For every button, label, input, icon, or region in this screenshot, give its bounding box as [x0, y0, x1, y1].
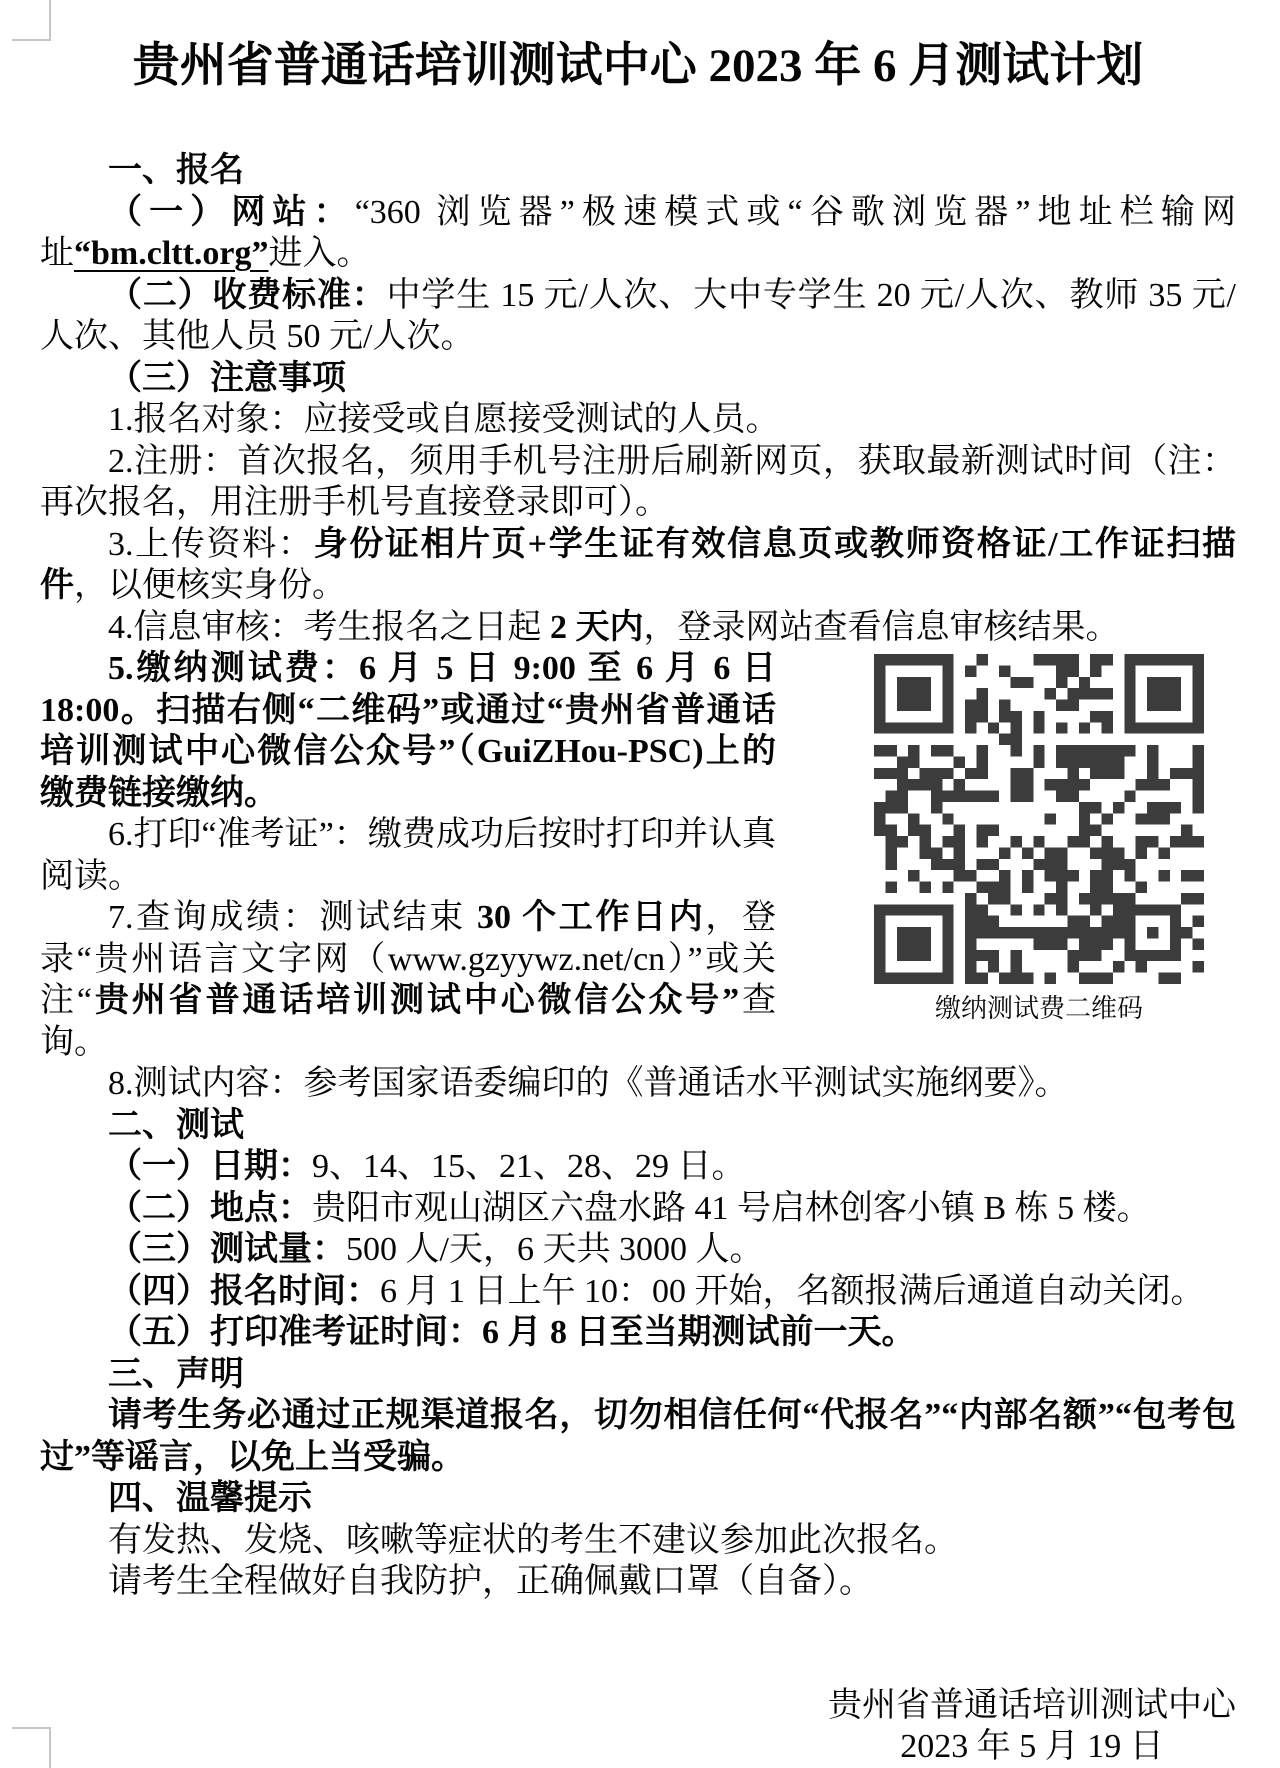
- paragraph-heading-statement: [40, 1354, 1236, 1396]
- text-run: 9、14、15、21、28、29 日。: [312, 1148, 746, 1185]
- text-run: 2.注册：首次报名，须用手机号注册后刷新网页，获取最新测试时间（注：再次报名，用注册手机号直接登录即可）。: [40, 442, 1236, 521]
- qr-code: [874, 654, 1204, 1026]
- paragraph-statement-body: [40, 1395, 1236, 1478]
- text-run: 贵阳市观山湖区六盘水路 41 号启林创客小镇 B 栋 5 楼。: [312, 1189, 1151, 1227]
- paragraph-heading-tips: [40, 1478, 1236, 1520]
- text-run: 请考生全程做好自我防护，正确佩戴口罩（自备）。: [108, 1563, 873, 1600]
- page-corner-mark-top-left: [12, 0, 51, 41]
- text-run: 4.信息审核：考生报名之日起: [108, 608, 550, 646]
- page-corner-mark-bottom-left: [12, 1727, 51, 1768]
- paragraph-test-signup-time: [40, 1271, 1236, 1313]
- text-run: 四、温馨提示: [108, 1480, 312, 1517]
- paragraph-note-4: [40, 607, 1236, 649]
- paragraph-heading-notes: [40, 358, 1236, 400]
- text-run: 有发热、发烧、咳嗽等症状的考生不建议参加此次报名。: [108, 1521, 958, 1559]
- paragraph-tip-2: [40, 1561, 1236, 1603]
- signoff-date: 2023 年 5 月 19 日: [900, 1728, 1164, 1765]
- text-run: “bm.cltt.org”: [74, 235, 269, 272]
- text-run: 6 月 1 日上午 10：00 开始，名额报满后通道自动关闭。: [380, 1272, 1205, 1310]
- text-run: 8.测试内容：参考国家语委编印的《普通话水平测试实施纲要》。: [108, 1065, 1069, 1102]
- text-run: 3.上传资料：: [108, 525, 314, 563]
- text-run: 30 个工作日内: [477, 899, 706, 936]
- text-run: 二、测试: [108, 1106, 244, 1144]
- text-run: 请考生务必通过正规渠道报名，切勿相信任何“代报名”“内部名额”“包考包过”等谣言，以免上当受骗。: [40, 1397, 1236, 1476]
- qr-figure: [776, 654, 1236, 1026]
- paragraph-test-date: [40, 1146, 1236, 1188]
- text-run: 三、声明: [108, 1355, 244, 1393]
- paragraph-test-print-time: [40, 1312, 1236, 1354]
- paragraph-note-3: [40, 524, 1236, 607]
- text-run: 进入。: [268, 235, 371, 272]
- text-run: 7.查询成绩：测试结束: [108, 899, 478, 936]
- qr-caption: 缴纳测试费二维码: [934, 994, 1143, 1023]
- text-run: （三）测试量：: [108, 1231, 346, 1268]
- text-run: 中学生 15 元/人次、大中专学生 20 元/人次、教师 35 元/人次、其他人员 50 元/人次。: [40, 276, 1237, 355]
- paragraph-note-2: [40, 441, 1236, 524]
- text-run: （二）地点：: [108, 1189, 312, 1227]
- text-run: “360 浏览器”极速模式或“谷歌浏览器”地址栏输网址: [40, 193, 1236, 272]
- document-body: [40, 150, 1236, 1603]
- text-run: （三）注意事项: [108, 359, 346, 397]
- qr-code-icon: [874, 654, 1204, 984]
- text-run: ，登录网站查看信息审核结果。: [643, 608, 1120, 646]
- paragraph-tip-1: [40, 1520, 1236, 1562]
- paragraph-test-capacity: [40, 1229, 1236, 1271]
- paragraph-test-location: [40, 1188, 1236, 1230]
- paragraph-note-1: [40, 399, 1236, 441]
- paragraph-heading-test: [40, 1105, 1236, 1147]
- text-run: 6.打印“准考证”：缴费成功后按时打印并认真阅读。: [40, 816, 776, 895]
- page-title: 贵州省普通话培训测试中心 2023 年 6 月测试计划: [132, 40, 1144, 92]
- text-run: （五）打印准考证时间：6 月 8 日至当期测试前一天。: [108, 1314, 916, 1351]
- text-run: （四）报名时间：: [108, 1272, 380, 1310]
- text-run: ，登录“贵州语言文字网（www.gzyywz.net/cn）”或关注“: [40, 899, 777, 1019]
- signoff-org: 贵州省普通话培训测试中心: [828, 1686, 1236, 1724]
- text-run: ，以便核实身份。: [74, 567, 346, 604]
- signoff-block: [828, 1685, 1236, 1768]
- text-run: 500 人/天，6 天共 3000 人。: [346, 1231, 764, 1268]
- paragraph-item-fees: [40, 275, 1236, 358]
- paragraph-heading-signup: [40, 150, 1236, 192]
- text-run: 5.缴纳测试费：6 月 5 日 9:00 至 6 月 6 日 18:00。扫描右侧“二维码”或通过“贵州省普通话培训测试中心微信公众号”（GuiZHou-PSC)上的缴费链接缴纳。: [40, 650, 776, 812]
- text-run: （一）网站：: [108, 193, 355, 231]
- text-run: 贵州省普通话培训测试中心微信公众号”: [92, 982, 740, 1019]
- text-run: 身份证相片页+学生证有效信息页或教师资格证/工作证扫描件: [40, 525, 1237, 604]
- text-run: 1.报名对象：应接受或自愿接受测试的人员。: [108, 401, 780, 438]
- paragraph-note-8: [40, 1063, 1236, 1105]
- paragraph-item-website: [40, 192, 1236, 275]
- text-run: 查询。: [40, 982, 777, 1061]
- text-run: 一、报名: [108, 152, 244, 189]
- text-run: 2 天内: [550, 608, 644, 646]
- text-run: （二）收费标准：: [108, 276, 387, 314]
- text-run: （一）日期：: [108, 1148, 312, 1185]
